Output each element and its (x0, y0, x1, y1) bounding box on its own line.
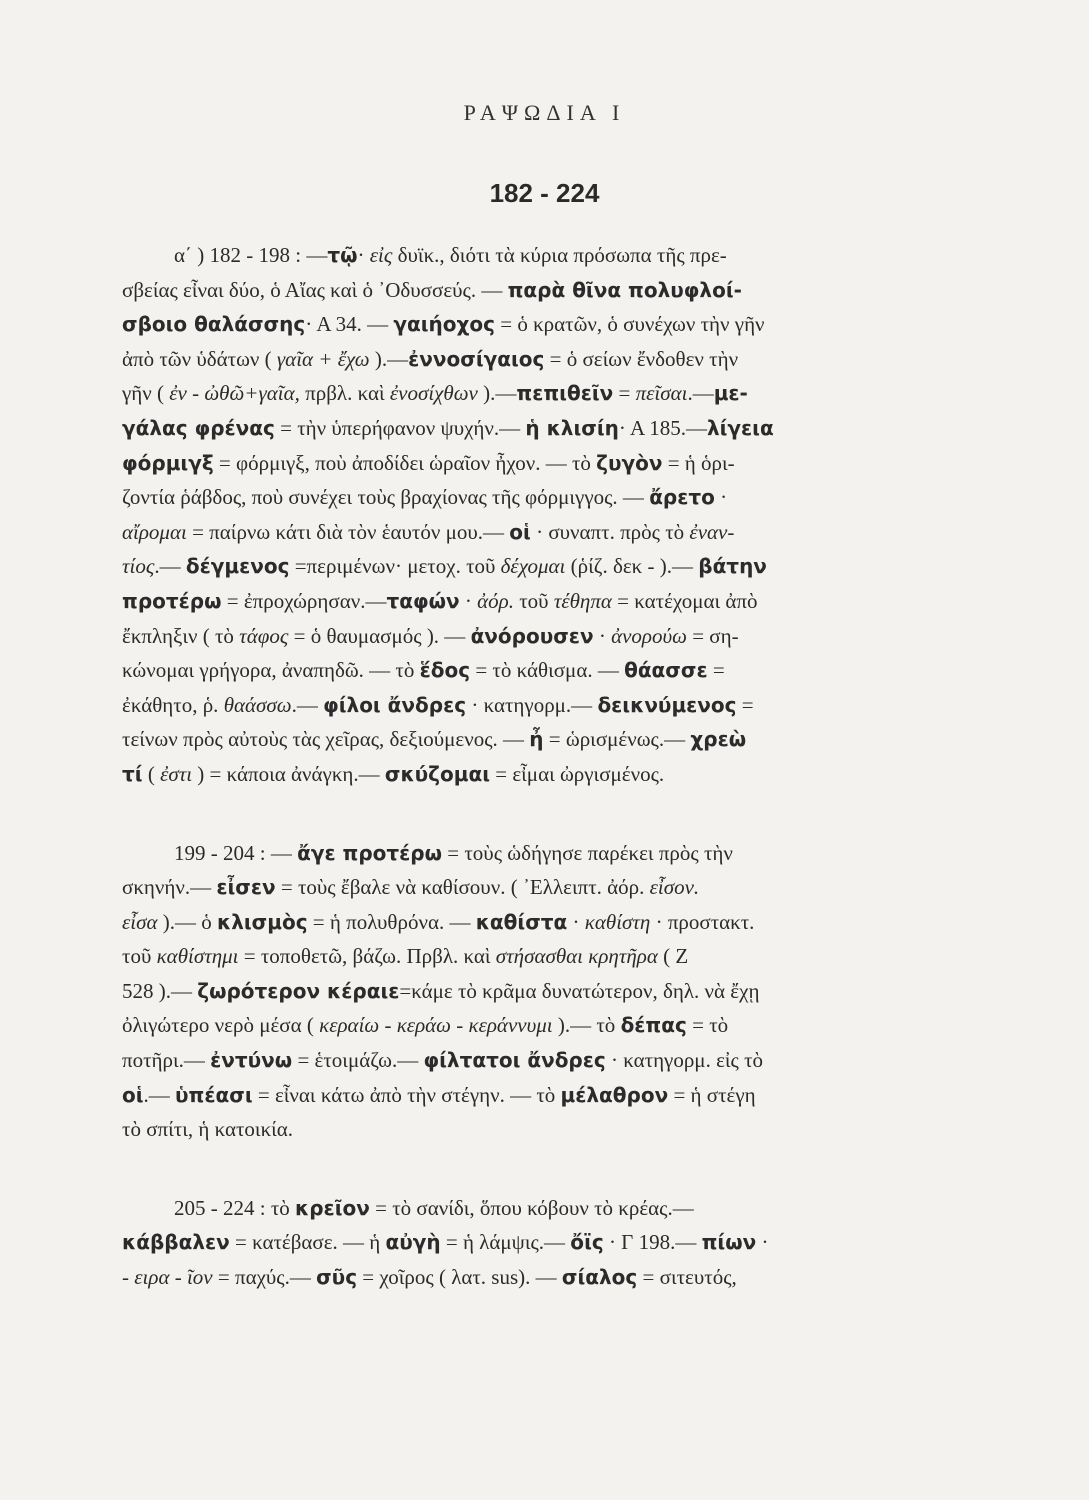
lemma-term: φίλτατοι ἄνδρες (423, 1048, 606, 1073)
gloss-text: ) = κάποια ἀνάγκη.— (192, 761, 385, 786)
gloss-text: = ἡ πολυθρόνα. — (307, 909, 476, 934)
text-line (122, 688, 954, 723)
para-199-204 (122, 836, 954, 1147)
gloss-text: = (613, 381, 636, 406)
gloss-text: ζοντία ῥάβδος, ποὺ συνέχει τοὺς βραχίονας τῆς φόρμιγγος. — (122, 485, 650, 510)
gloss-text: = ὁ κρατῶν, ὁ συνέχων τὴν γῆν (495, 312, 765, 337)
text-line (122, 836, 954, 871)
gloss-text: ( Ζ (657, 944, 689, 969)
lemma-term: μέλαθρον (560, 1082, 669, 1107)
citation-form: τέθηπα (553, 588, 612, 613)
text-line (122, 1260, 954, 1295)
lemma-term: κάββαλεν (122, 1230, 230, 1255)
citation-form: καθίστημι (156, 944, 239, 969)
lemma-term: σίαλος (561, 1265, 638, 1290)
gloss-text: · (567, 909, 585, 934)
gloss-text: σβείας εἶναι δύο, ὁ Αἴας καὶ ὁ ᾽Οδυσσεύς. — (122, 277, 508, 302)
gloss-text: ὀλιγώτερο νερὸ μέσα ( (122, 1013, 320, 1038)
gloss-text: = τὸ (686, 1013, 729, 1038)
gloss-text: τοῦ (513, 588, 554, 613)
lemma-term: κρεῖον (295, 1195, 370, 1220)
lemma-term: ὑπέασι (175, 1082, 253, 1107)
gloss-text: · συναπτ. πρὸς τὸ (530, 519, 690, 544)
gloss-text: · προστακτ. (650, 909, 755, 934)
gloss-text: = τὸ σανίδι, ὅπου κόβουν τὸ κρέας.— (369, 1195, 694, 1220)
citation-form: εἶσον. (649, 875, 700, 900)
gloss-text: = κατέχομαι ἀπὸ (611, 588, 758, 613)
gloss-text: = ση- (686, 623, 739, 648)
gloss-text: = τὸ κάθισμα. — (470, 658, 625, 683)
citation-form: ειρα - ῖον (134, 1265, 213, 1290)
lemma-term: γάλας φρένας (122, 415, 275, 440)
gloss-text: = τὴν ὑπερήφανον ψυχήν.— (274, 415, 526, 440)
gloss-text: · (357, 243, 370, 267)
text-line (122, 376, 954, 411)
lemma-term: προτέρω (122, 588, 222, 613)
text-line (122, 1225, 954, 1260)
gloss-text: α΄ ) 182 - 198 : — (174, 243, 328, 267)
gloss-text: κώνομαι γρήγορα, ἀναπηδῶ. — τὸ (122, 658, 420, 683)
citation-form: ἐναν- (689, 519, 735, 544)
lemma-term: σῦς (316, 1265, 358, 1290)
gloss-text: · Α 185.— (618, 415, 707, 440)
text-line (122, 1043, 954, 1078)
text-line (122, 273, 954, 308)
citation-form: τάφος (239, 623, 289, 648)
lemma-term: χρεὼ (690, 727, 747, 752)
text-line (122, 722, 954, 757)
gloss-text: ).— τὸ (552, 1013, 621, 1038)
gloss-text: 199 - 204 : — (174, 840, 298, 865)
lemma-term: ἕδος (419, 658, 471, 683)
lemma-term: τί (122, 761, 143, 786)
text-line (122, 238, 954, 273)
lemma-term: βάτην (698, 554, 767, 579)
lemma-term: καθίστα (475, 909, 568, 934)
gloss-text: = φόρμιγξ, ποὺ ἀποδίδει ὡραῖον ἦχον. — τὸ (213, 450, 597, 475)
citation-form: ἀόρ. (477, 588, 514, 613)
lemma-term: ζωρότερον κέραιε (197, 978, 400, 1003)
citation-form: εἰς (369, 243, 393, 267)
lemma-term: ἐννοσίγαιος (408, 346, 545, 371)
gloss-text: = τοποθετῶ, βάζω. Πρβλ. καὶ (238, 944, 496, 969)
gloss-text: = ἡ στέγη (668, 1082, 756, 1107)
para-182-198 (122, 238, 954, 792)
gloss-text: τοῦ (122, 944, 157, 969)
section-range-title: 182 - 224 (489, 178, 600, 208)
gloss-text: = ὡρισμένως.— (543, 727, 691, 752)
lemma-term: ὄϊς (570, 1230, 604, 1255)
gloss-text: = (736, 692, 754, 717)
text-line (122, 870, 954, 905)
gloss-text: · κατηγορμ.— (466, 692, 598, 717)
citation-form: εἶσα (122, 909, 158, 934)
text-line (122, 411, 954, 446)
commentary-body (122, 238, 954, 1295)
gloss-text: · Γ 198.— (603, 1230, 702, 1255)
text-line (122, 1078, 954, 1113)
gloss-text: (ῥίζ. δεκ - ).— (565, 554, 699, 579)
text-line (122, 446, 954, 481)
gloss-text: = ἐπροχώρησαν.— (221, 588, 387, 613)
lemma-term: αὐγὴ (385, 1230, 441, 1255)
gloss-text: πρβλ. καὶ (299, 381, 390, 406)
gloss-text: = παχύς.— (212, 1265, 317, 1290)
gloss-text: · κατηγορμ. εἰς τὸ (605, 1048, 764, 1073)
text-line (122, 584, 954, 619)
text-line (122, 307, 954, 342)
gloss-text: ἐκάθητο, ῥ. (122, 692, 224, 717)
text-line (122, 974, 954, 1009)
gloss-text: τὸ σπίτι, ἡ κατοικία. (122, 1117, 294, 1142)
para-205-224 (122, 1191, 954, 1295)
gloss-text: 205 - 224 : τὸ (174, 1195, 296, 1220)
gloss-text: · (459, 588, 478, 613)
lemma-term: φόρμιγξ (122, 450, 214, 475)
lemma-term: πεπιθεῖν (516, 381, 614, 406)
lemma-term: ζυγὸν (596, 450, 663, 475)
citation-form: ἀνορούω (611, 623, 687, 648)
citation-form: αἴρομαι (122, 519, 187, 544)
gloss-text: σκηνήν.— (122, 875, 217, 900)
gloss-text: ἔκπληξιν ( τὸ (122, 623, 240, 648)
gloss-text: γῆν ( (122, 381, 170, 406)
gloss-text: ποτῆρι.— (122, 1048, 211, 1073)
lemma-term: δεικνύμενος (597, 692, 737, 717)
running-head: ΡΑΨΩΔΙΑ Ι (463, 100, 626, 125)
gloss-text: = παίρνω κάτι διὰ τὸν ἑαυτόν μου.— (186, 519, 510, 544)
lemma-term: δέπας (620, 1013, 687, 1038)
gloss-text: 528 ).— (122, 978, 198, 1003)
citation-form: θαάσσω (223, 692, 292, 717)
gloss-text: ).— (477, 381, 517, 406)
citation-form: στήσασθαι κρητῆρα (495, 944, 658, 969)
text-line (122, 1191, 954, 1226)
gloss-text: · (714, 485, 728, 510)
text-line (122, 342, 954, 377)
lemma-term: εἶσεν (216, 875, 276, 900)
gloss-text: = τοὺς ὡδήγησε παρέκει πρὸς τὴν (442, 840, 733, 865)
gloss-text: · Α 34. — (305, 312, 394, 337)
lemma-term: ἀνόρουσεν (470, 623, 594, 648)
gloss-text: - (122, 1265, 135, 1290)
citation-form: δέχομαι (500, 554, 566, 579)
text-line (122, 480, 954, 515)
gloss-text: ἀπὸ τῶν ὑδάτων ( (122, 346, 277, 371)
gloss-text: · (593, 623, 612, 648)
lemma-term: λίγεια (706, 415, 774, 440)
gloss-text: = ἡ ὁρι- (662, 450, 735, 475)
lemma-term: ἄρετο (649, 485, 715, 510)
gloss-text: = τοὺς ἔβαλε νὰ καθίσουν. ( ᾽Ελλειπτ. ἀόρ. (275, 875, 650, 900)
gloss-text: = ἑτοιμάζω.— (292, 1048, 424, 1073)
lemma-term: ἦ (529, 727, 544, 752)
citation-form: ἐνοσίχθων (389, 381, 478, 406)
lemma-term: γαιήοχος (393, 312, 495, 337)
text-line (122, 1008, 954, 1043)
text-line (122, 757, 954, 792)
lemma-term: ἐντύνω (210, 1048, 293, 1073)
gloss-text: = ὁ σείων ἔνδοθεν τὴν (544, 346, 739, 371)
text-line (122, 549, 954, 584)
citation-form: ἐστι (160, 761, 193, 786)
gloss-text: ( (142, 761, 161, 786)
gloss-text: = σιτευτός, (637, 1265, 737, 1290)
lemma-term: δέγμενος (185, 554, 290, 579)
gloss-text: .— (154, 554, 186, 579)
citation-form: πεῖσαι (635, 381, 688, 406)
lemma-term: κλισμὸς (217, 909, 308, 934)
lemma-term: τῷ (327, 243, 358, 267)
text-line (122, 653, 954, 688)
gloss-text: =κάμε τὸ κρᾶμα δυνατώτερον, δηλ. νὰ ἔχῃ (399, 978, 760, 1003)
gloss-text: · (756, 1230, 769, 1255)
lemma-term: σβοιο θαλάσσης (122, 312, 306, 337)
gloss-text: = (707, 658, 725, 683)
text-line (122, 905, 954, 940)
gloss-text: = ἡ λάμψις.— (440, 1230, 571, 1255)
gloss-text: .— (687, 381, 714, 406)
lemma-term: οἱ (122, 1082, 144, 1107)
lemma-term: σκύζομαι (384, 761, 490, 786)
lemma-term: με- (713, 381, 748, 406)
text-line (122, 1112, 954, 1147)
lemma-term: παρὰ θῖνα πολυφλοί- (507, 277, 742, 302)
gloss-text: δυϊκ., διότι τὰ κύρια πρόσωπα τῆς πρε- (392, 243, 727, 267)
lemma-term: θάασσε (624, 658, 708, 683)
gloss-text: .— (291, 692, 324, 717)
citation-form: γαῖα + ἔχω (276, 346, 370, 371)
lemma-term: οἱ (509, 519, 531, 544)
citation-form: καθίστη (584, 909, 651, 934)
text-line (122, 619, 954, 654)
text-line (122, 515, 954, 550)
lemma-term: φίλοι ἄνδρες (323, 692, 467, 717)
gloss-text: = χοῖρος ( λατ. sus). — (357, 1265, 562, 1290)
gloss-text: = εἶμαι ὠργισμένος. (490, 761, 665, 786)
lemma-term: πίων (701, 1230, 757, 1255)
gloss-text: .— (143, 1082, 176, 1107)
gloss-text: = κατέβασε. — ἡ (229, 1230, 386, 1255)
gloss-text: ).— (369, 346, 409, 371)
citation-form: ἐν - ὠθῶ+γαῖα, (169, 381, 300, 406)
lemma-term: ἄγε προτέρω (297, 840, 443, 865)
gloss-text: = εἶναι κάτω ἀπὸ τὴν στέγην. — τὸ (252, 1082, 561, 1107)
gloss-text: ).— ὁ (157, 909, 217, 934)
lemma-term: ταφών (386, 588, 460, 613)
citation-form: τίος (122, 554, 155, 579)
gloss-text: = ὁ θαυμασμός ). — (288, 623, 471, 648)
citation-form: κεραίω - κεράω - κεράννυμι (319, 1013, 553, 1038)
lemma-term: ἡ κλισίη (525, 415, 619, 440)
gloss-text: τείνων πρὸς αὐτοὺς τὰς χεῖρας, δεξιούμενος. — (122, 727, 530, 752)
text-line (122, 939, 954, 974)
gloss-text: =περιμένων· μετοχ. τοῦ (289, 554, 501, 579)
